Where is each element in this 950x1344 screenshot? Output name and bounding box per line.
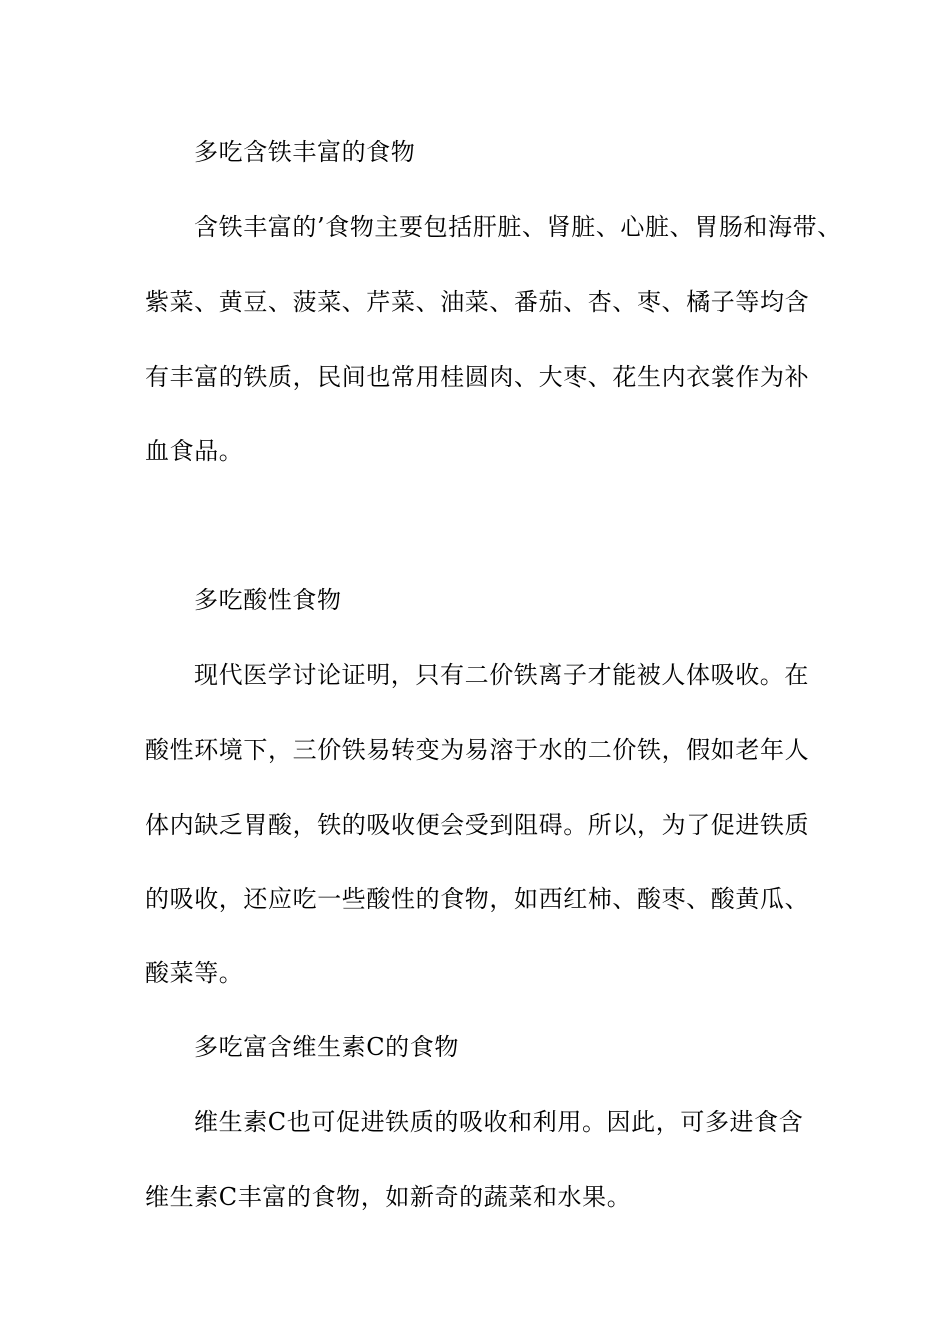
paragraph-line: 维生素C也可促进铁质的吸收和利用。因此，可多进食含	[194, 1108, 804, 1136]
paragraph-line: 的吸收，还应吃一些酸性的食物，如西红柿、酸枣、酸黄瓜、	[145, 885, 810, 913]
section-heading: 多吃含铁丰富的食物	[194, 138, 416, 166]
paragraph-line: 紫菜、黄豆、菠菜、芹菜、油菜、番茄、杏、枣、橘子等均含	[145, 288, 810, 316]
section-heading: 多吃酸性食物	[194, 586, 342, 614]
paragraph-line: 维生素C丰富的食物，如新奇的蔬菜和水果。	[145, 1183, 632, 1211]
paragraph-line: 现代医学讨论证明，只有二价铁离子才能被人体吸收。在	[194, 661, 809, 689]
paragraph-line: 体内缺乏胃酸，铁的吸收便会受到阻碍。所以，为了促进铁质	[145, 811, 810, 839]
paragraph-line: 血食品。	[145, 437, 244, 465]
section-heading: 多吃富含维生素C的食物	[194, 1033, 459, 1061]
paragraph-line: 含铁丰富的’食物主要包括肝脏、肾脏、心脏、胃肠和海带、	[194, 213, 842, 241]
paragraph-line: 酸菜等。	[145, 959, 244, 987]
paragraph-line: 有丰富的铁质，民间也常用桂圆肉、大枣、花生内衣裳作为补	[145, 363, 810, 391]
paragraph-line: 酸性环境下，三价铁易转变为易溶于水的二价铁，假如老年人	[145, 736, 810, 764]
